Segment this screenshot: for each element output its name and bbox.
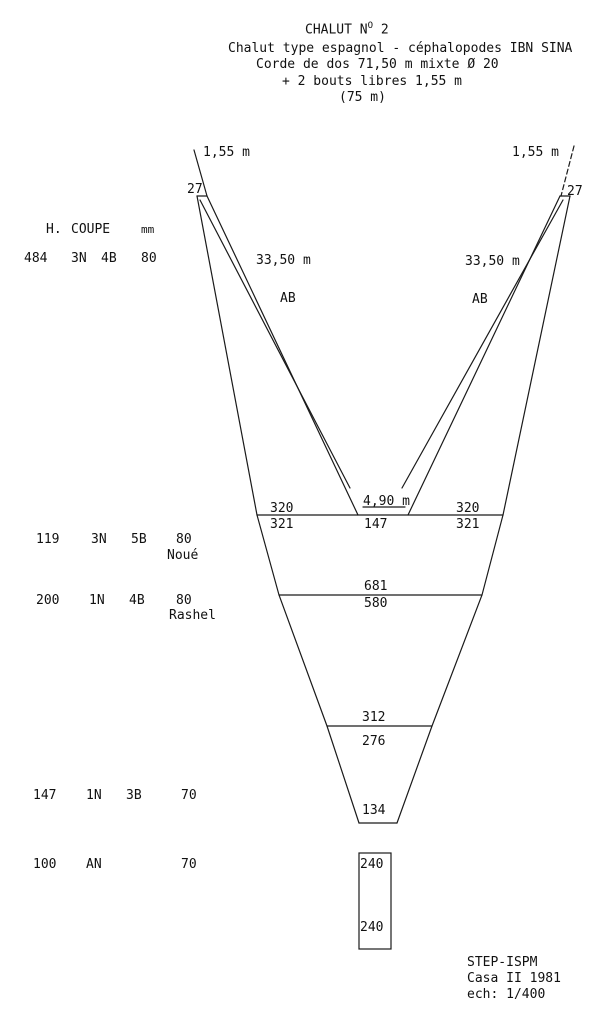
wing-left-outer-edge	[197, 196, 257, 515]
row-200-height: 200	[36, 593, 60, 608]
label-free-end-right: 1,55 m	[512, 145, 559, 160]
body-side-left	[257, 515, 359, 823]
label-section4-bottom: 134	[362, 803, 386, 818]
label-top-left: 320	[270, 501, 294, 516]
footer-place-date: Casa II 1981	[467, 971, 561, 986]
row-147-n: 1N	[86, 788, 102, 803]
body-side-right	[397, 515, 503, 823]
title-number: 2	[380, 22, 389, 38]
footer-organization: STEP-ISPM	[467, 955, 538, 970]
label-codend-bottom: 240	[360, 920, 384, 935]
column-header-h: H.	[46, 222, 62, 237]
label-section3-bottom: 276	[362, 734, 386, 749]
headline-left	[200, 200, 350, 488]
label-wing-length-left: 33,50 m	[256, 253, 311, 268]
label-bottom-left: 321	[270, 517, 294, 532]
row-147-height: 147	[33, 788, 57, 803]
row-484-height: 484	[24, 251, 48, 266]
row-119-height: 119	[36, 532, 60, 547]
row-484-mesh: 80	[141, 251, 157, 266]
subtitle-free-ends: + 2 bouts libres 1,55 m	[282, 74, 463, 89]
row-200-n: 1N	[89, 593, 105, 608]
row-119-b: 5B	[131, 532, 147, 547]
wing-left-inner-edge	[207, 196, 358, 515]
row-100-height: 100	[33, 857, 57, 872]
row-147-b: 3B	[126, 788, 142, 803]
label-top-right: 320	[456, 501, 480, 516]
label-section2-top: 681	[364, 579, 388, 594]
label-wing-tip-right: 27	[567, 184, 583, 199]
row-484-n: 3N	[71, 251, 87, 266]
row-100-n: AN	[86, 857, 102, 872]
label-section3-top: 312	[362, 710, 386, 725]
row-147-mesh: 70	[181, 788, 197, 803]
title-superscript: O	[367, 21, 374, 31]
row-119-n: 3N	[91, 532, 107, 547]
wing-right-outer-edge	[503, 196, 570, 515]
subtitle-total-length: (75 m)	[339, 90, 386, 105]
row-200-note: Rashel	[169, 608, 216, 623]
label-section2-bottom: 580	[364, 596, 388, 611]
label-ab-left: AB	[280, 291, 296, 306]
row-119-note: Noué	[167, 548, 199, 563]
label-bottom-mid: 147	[364, 517, 388, 532]
column-header-mm: mm	[141, 223, 155, 236]
subtitle-headline: Corde de dos 71,50 m mixte Ø 20	[256, 57, 499, 72]
row-100-mesh: 70	[181, 857, 197, 872]
row-484-b: 4B	[101, 251, 117, 266]
label-bottom-right: 321	[456, 517, 480, 532]
wing-right-inner-edge	[408, 196, 560, 515]
label-free-end-left: 1,55 m	[203, 145, 250, 160]
label-square-length: 4,90 m	[363, 494, 410, 509]
title-main: CHALUT N	[305, 22, 368, 38]
row-200-b: 4B	[129, 593, 145, 608]
row-200-mesh: 80	[176, 593, 192, 608]
subtitle-trawl-type: Chalut type espagnol - céphalopodes IBN SINA	[228, 41, 573, 56]
label-ab-right: AB	[472, 292, 488, 307]
footer-scale: ech: 1/400	[467, 987, 546, 1002]
label-wing-tip-left: 27	[187, 182, 203, 197]
label-wing-length-right: 33,50 m	[465, 254, 520, 269]
row-119-mesh: 80	[176, 532, 192, 547]
column-header-coupe: COUPE	[71, 222, 111, 237]
label-codend-top: 240	[360, 857, 384, 872]
